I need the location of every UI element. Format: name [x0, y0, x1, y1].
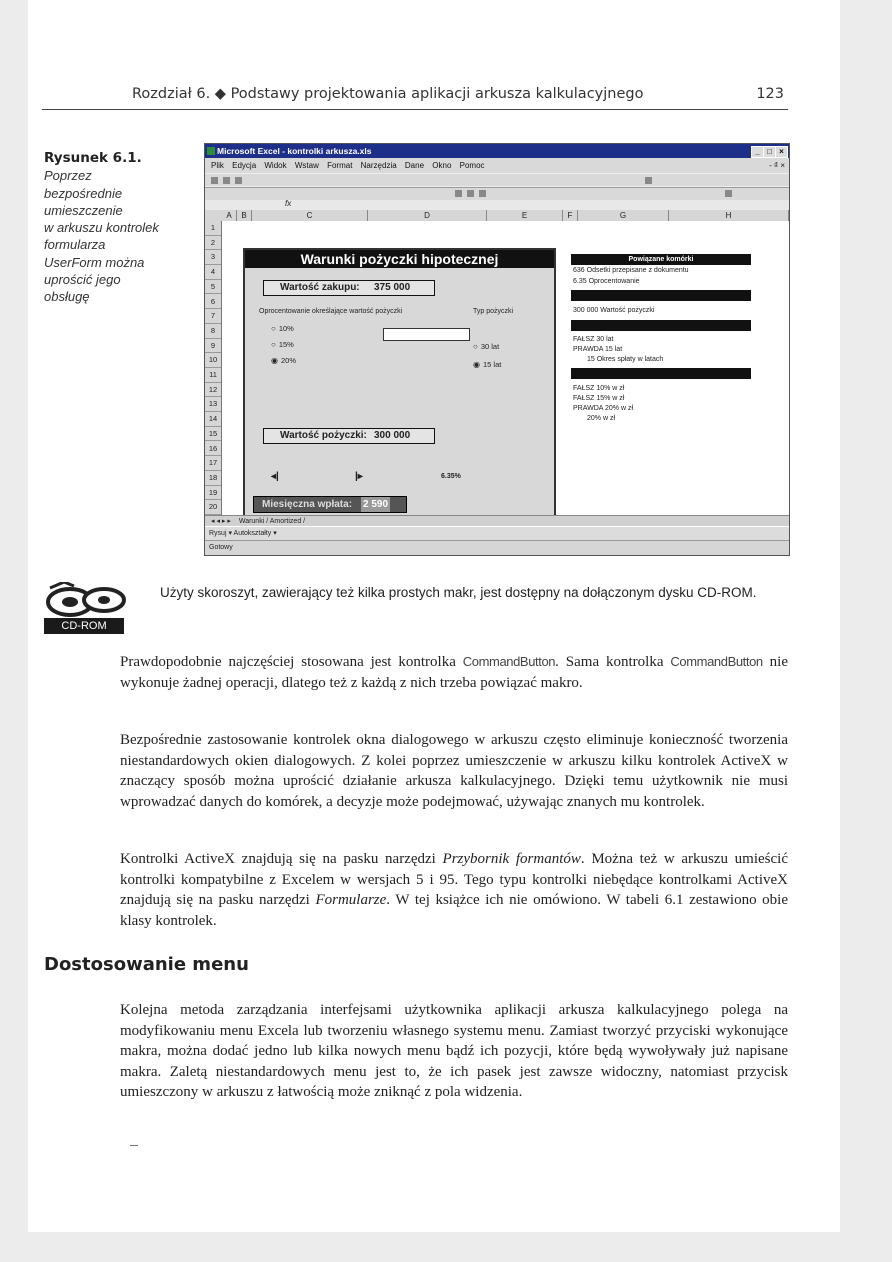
figure-number: Rysunek 6.1.: [44, 150, 142, 166]
purchase-value-box: [263, 280, 435, 296]
loan-panel: [243, 248, 556, 524]
row-header[interactable]: 3: [205, 250, 221, 265]
italic-term: Przybornik formantów: [442, 851, 581, 867]
row-header[interactable]: 10: [205, 353, 221, 368]
new-icon[interactable]: [211, 177, 218, 184]
row-headers: [205, 221, 222, 515]
column-header[interactable]: H: [669, 210, 789, 221]
row-header[interactable]: 1: [205, 221, 221, 236]
paragraph: Bezpośrednie zastosowanie kontrolek okna dialogowego w arkuszu często eliminuje konieczność tworzenia niestandardowych okien dialogowych. Z kolei poprzez umieszczenie w arkuszu kilku kontrolek ActiveX w znaczący sposób można uprościć działanie arkusza kalkulacyjnego. Dzięki temu użytkownik nie musi wprowadzać danych do komórek, a decyzje może podejmować, używając znanych mu kontrolek.: [120, 732, 788, 810]
draw-menu[interactable]: Rysuj ▾ Autokształty ▾: [209, 530, 277, 537]
caption-line: formularza: [44, 237, 106, 253]
purchase-value: 375 000: [374, 282, 411, 293]
related-row: 636 Odsetki przepisane z dokumentu: [573, 267, 689, 274]
row-header[interactable]: 18: [205, 471, 221, 486]
excel-title-bar: [205, 144, 789, 158]
italic-term: Formularze: [315, 892, 387, 908]
header-rule: [42, 109, 788, 110]
type-group-label: Typ pożyczki: [473, 308, 514, 315]
running-header: [120, 86, 788, 108]
row-header[interactable]: 9: [205, 339, 221, 354]
radio-selected-icon: ◉: [271, 356, 278, 365]
row-header[interactable]: 15: [205, 427, 221, 442]
radio-icon: ○: [271, 340, 276, 349]
rate-input-box[interactable]: [383, 328, 470, 341]
loan-value-box: [263, 428, 435, 444]
row-header[interactable]: 11: [205, 368, 221, 383]
paragraph: Kontrolki ActiveX znajdują się na pasku narzędzi Przybornik formantów. Można też w arkuszu umieścić kontrolki kompatybilne z Excelem w wersjach 5 i 95. Tego typu kontrolki niebędące kontrolkami ActiveX znajdują się na pasku narzędzi Formularze. W tej książce ich nie omówiono. W tabeli 6.1 zestawiono obie klasy kontrolek.: [120, 851, 788, 929]
column-header[interactable]: B: [237, 210, 252, 221]
radio-selected-icon: ◉: [473, 360, 480, 369]
code-term: CommandButton: [670, 654, 763, 669]
header-title: Rozdział 6. ◆ Podstawy projektowania aplikacji arkusza kalkulacyjnego: [132, 86, 644, 102]
column-header[interactable]: C: [252, 210, 368, 221]
window-controls[interactable]: - ₫ ×: [769, 161, 785, 170]
maximize-icon[interactable]: □: [763, 146, 776, 158]
related-row: PRAWDA 15 lat: [573, 346, 623, 353]
spin-right-icon[interactable]: |▸: [355, 471, 363, 482]
figure-caption: [44, 150, 204, 306]
rate-group-label: Oprocentowanie określające wartość pożyczki: [259, 308, 403, 315]
monthly-payment-box: [253, 496, 407, 513]
caption-line: bezpośrednie: [44, 185, 123, 201]
fx-icon: fx: [285, 199, 292, 208]
italic-icon[interactable]: [467, 190, 474, 197]
column-header[interactable]: A: [222, 210, 237, 221]
menu-item[interactable]: Pomoc: [459, 161, 485, 170]
menu-item[interactable]: Dane: [404, 161, 425, 170]
minimize-icon[interactable]: _: [751, 146, 764, 158]
menu-item[interactable]: Okno: [432, 161, 452, 170]
caption-line: umieszczenie: [44, 202, 123, 218]
menu-item[interactable]: Narzędzia: [360, 161, 397, 170]
loan-label: Wartość pożyczki:: [280, 430, 367, 441]
related-row: FAŁSZ 15% w zł: [573, 395, 625, 402]
close-icon[interactable]: ×: [775, 146, 788, 158]
cd-note: Użyty skoroszyt, zawierający też kilka prostych makr, jest dostępny na dołączonym dysku CD-ROM.: [160, 585, 757, 600]
rate-option-20[interactable]: ◉ 20%: [271, 356, 296, 365]
related-bar: [571, 290, 751, 301]
related-row: PRAWDA 20% w zł: [573, 405, 634, 412]
caption-line: w arkuszu kontrolek: [44, 220, 159, 236]
row-header[interactable]: 13: [205, 397, 221, 412]
paragraph: Prawdopodobnie najczęściej stosowana jest kontrolka CommandButton. Sama kontrolka CommandButton nie wykonuje żadnej operacji, dlatego też z każdą z nich trzeba powiązać makro.: [120, 654, 788, 691]
related-row: 6.35 Oprocentowanie: [573, 278, 640, 285]
save-icon[interactable]: [235, 177, 242, 184]
excel-window-title: Microsoft Excel - kontrolki arkusza.xls: [217, 146, 372, 156]
related-row: 20% w zł: [587, 415, 616, 422]
column-header[interactable]: F: [563, 210, 578, 221]
row-header[interactable]: 17: [205, 456, 221, 471]
section-heading: Dostosowanie menu: [44, 954, 249, 975]
radio-icon: ○: [473, 342, 478, 351]
excel-logo-icon: [207, 147, 215, 155]
menu-item[interactable]: Widok: [264, 161, 287, 170]
radio-icon: ○: [271, 324, 276, 333]
column-header[interactable]: D: [368, 210, 487, 221]
font-color-icon[interactable]: [725, 190, 732, 197]
spin-left-icon[interactable]: ◂|: [271, 471, 279, 482]
code-term: CommandButton: [462, 654, 556, 669]
row-header[interactable]: 20: [205, 500, 221, 515]
menu-item[interactable]: Wstaw: [294, 161, 319, 170]
row-header[interactable]: 2: [205, 236, 221, 251]
rate-option-10[interactable]: ○ 10%: [271, 324, 294, 333]
row-header[interactable]: 7: [205, 309, 221, 324]
underline-icon[interactable]: [479, 190, 486, 197]
loan-value: 300 000: [374, 430, 411, 441]
row-header[interactable]: 5: [205, 280, 221, 295]
rate-option-15[interactable]: ○ 15%: [271, 340, 294, 349]
purchase-label: Wartość zakupu:: [280, 282, 360, 293]
tab-nav-icon[interactable]: ◂ ◂ ▸ ▸: [211, 518, 231, 525]
zoom-icon[interactable]: [645, 177, 652, 184]
page-number: 123: [756, 86, 784, 102]
excel-menu-bar: [205, 159, 789, 172]
row-header[interactable]: 14: [205, 412, 221, 427]
related-row: 15 Okres spłaty w latach: [587, 356, 664, 363]
related-cells-title: Powiązane komórki: [571, 254, 751, 265]
bold-icon[interactable]: [455, 190, 462, 197]
row-header[interactable]: 8: [205, 324, 221, 339]
paragraph: Kolejna metoda zarządzania interfejsami użytkownika aplikacji arkusza kalkulacyjnego polega na modyfikowaniu menu Excela lub tworzeniu własnego systemu menu. Zamiast tworzyć przyciski wykonujące makra, można dodać jedno lub kilka nowych menu bądź ich pozycji, które będą wywoływały już napisane makra. Zaletą niestandardowych menu jest to, że ich pasek jest zawsze widoczny, natomiast przycisk umieszczony w arkuszu z łatwością może zniknąć z pola widzenia.: [120, 1002, 788, 1100]
menu-item[interactable]: Edycja: [232, 161, 257, 170]
related-bar: [571, 320, 751, 331]
row-header[interactable]: 16: [205, 442, 221, 457]
menu-item[interactable]: Format: [327, 161, 353, 170]
caption-line: UserForm można: [44, 254, 145, 270]
panel-title: Warunki pożyczki hipotecznej: [245, 250, 554, 268]
rate-display: 6.35%: [441, 473, 461, 480]
cd-rom-label: CD-ROM: [44, 618, 124, 634]
column-header[interactable]: E: [487, 210, 563, 221]
menu-item[interactable]: Plik: [211, 161, 224, 170]
column-header[interactable]: G: [578, 210, 669, 221]
drawing-toolbar: [205, 526, 789, 541]
term-option-30[interactable]: ○ 30 lat: [473, 342, 500, 351]
caption-line: obsługę: [44, 289, 90, 305]
monthly-value: 2 590: [363, 499, 389, 510]
row-header[interactable]: 4: [205, 265, 221, 280]
related-bar: [571, 368, 751, 379]
open-icon[interactable]: [223, 177, 230, 184]
monthly-label: Miesięczna wpłata:: [262, 499, 353, 510]
related-row: FAŁSZ 10% w zł: [573, 385, 625, 392]
status-text: Gotowy: [209, 544, 233, 551]
term-option-15[interactable]: ◉ 15 lat: [473, 360, 502, 369]
caption-line: Poprzez: [44, 168, 92, 184]
row-header[interactable]: 12: [205, 383, 221, 398]
sheet-tabs[interactable]: Warunki / Amortized /: [238, 518, 306, 525]
excel-screenshot: [204, 143, 790, 556]
related-row: FAŁSZ 30 lat: [573, 336, 614, 343]
related-row: 300 000 Wartość pożyczki: [573, 307, 655, 314]
formatting-toolbar: [205, 186, 789, 201]
row-header[interactable]: 19: [205, 486, 221, 501]
status-bar: [205, 540, 789, 555]
formula-bar[interactable]: [205, 200, 789, 210]
row-header[interactable]: 6: [205, 295, 221, 310]
caption-line: uprościć jego: [44, 272, 121, 288]
footer-mark: [130, 1145, 138, 1146]
